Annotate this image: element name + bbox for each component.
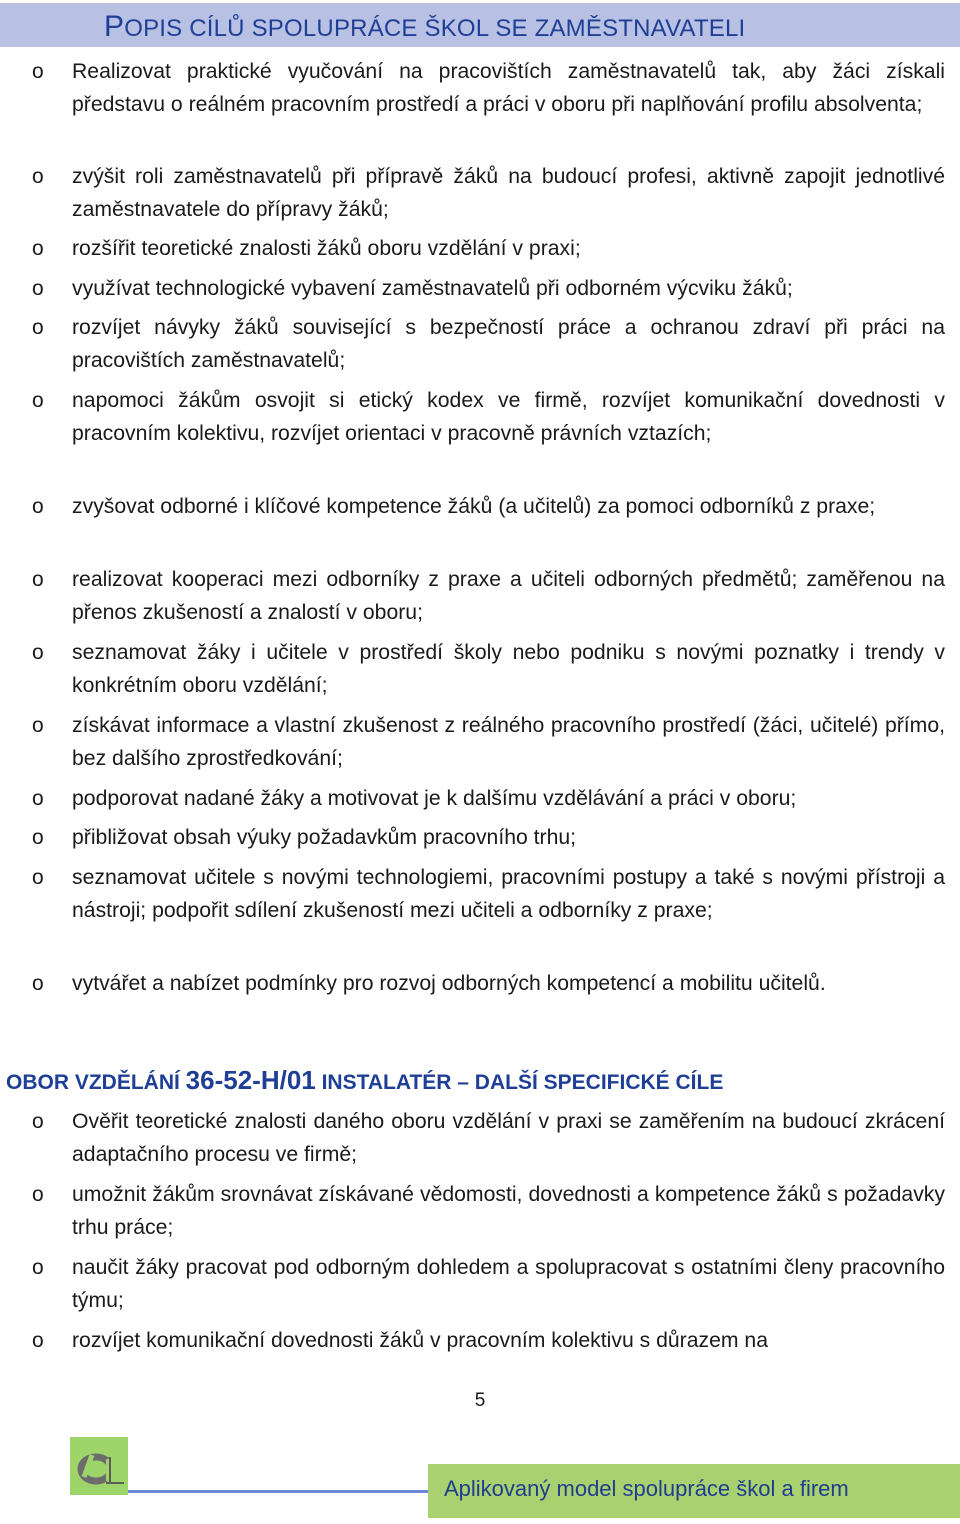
list-item-text: zvýšit roli zaměstnavatelů při přípravě žáků na budoucí profesi, aktivně zapojit jednotlivé zaměstnavatele do přípravy žáků; (72, 165, 945, 221)
list-item-text: seznamovat žáky i učitele v prostředí školy nebo podniku s novými poznatky i trendy v konkrétním oboru vzdělání; (72, 641, 945, 697)
list-item (32, 1324, 945, 1357)
list-item (32, 384, 945, 450)
list-item-text: umožnit žákům srovnávat získávané vědomosti, dovednosti a kompetence žáků s požadavky trhu práce; (72, 1183, 945, 1239)
page-title (104, 10, 745, 44)
bullet-icon: o (32, 1256, 44, 1279)
footer-strip (128, 1490, 428, 1493)
footer-banner-box (428, 1464, 960, 1518)
page-number: 5 (474, 1390, 486, 1411)
list-item (32, 1251, 945, 1317)
list-item (32, 1178, 945, 1244)
bullet-icon: o (32, 277, 44, 300)
list-item-text: realizovat kooperaci mezi odborníky z praxe a učiteli odborných předmětů; zaměřenou na přenos zkušeností a znalostí v oboru; (72, 568, 945, 624)
list-item-text: Ověřit teoretické znalosti daného oboru vzdělání v praxi se zaměřením na budoucí zkrácení adaptačního procesu ve firmě; (72, 1110, 945, 1166)
list-item (32, 490, 945, 523)
list-item (32, 55, 945, 121)
footer-banner-text: Aplikovaný model spolupráce škol a firem (444, 1476, 849, 1501)
bullet-icon: o (32, 1183, 44, 1206)
bullet-icon: o (32, 826, 44, 849)
list-item (32, 636, 945, 702)
bullet-icon: o (32, 714, 44, 737)
section-heading-prefix: OBOR VZDĚLÁNÍ (6, 1071, 186, 1094)
bullet-icon: o (32, 165, 44, 188)
bullet-icon: o (32, 389, 44, 412)
footer-banner (128, 1464, 960, 1518)
list-item (32, 232, 945, 265)
list-item (32, 563, 945, 629)
list-item (32, 709, 945, 775)
page-title-rest: OPIS CÍLŮ SPOLUPRÁCE ŠKOL SE ZAMĚSTNAVATELI (124, 15, 746, 42)
bullet-icon: o (32, 1329, 44, 1352)
list-item-text: využívat technologické vybavení zaměstnavatelů při odborném výcviku žáků; (72, 277, 793, 300)
bullet-icon: o (32, 787, 44, 810)
list-item (32, 821, 945, 854)
list-item-text: naučit žáky pracovat pod odborným dohledem a spolupracovat s ostatními členy pracovního týmu; (72, 1256, 945, 1312)
bullet-icon: o (32, 568, 44, 591)
bullet-icon: o (32, 495, 44, 518)
list-item-text: vytvářet a nabízet podmínky pro rozvoj odborných kompetencí a mobilitu učitelů. (72, 972, 826, 995)
section-heading (6, 1062, 723, 1101)
list-item-text: Realizovat praktické vyučování na pracovištích zaměstnavatelů tak, aby žáci získali představu o reálném pracovním prostředí a práci v oboru při naplňování profilu absolventa; (72, 60, 945, 116)
logo-mark-icon (70, 1437, 128, 1495)
bullet-icon: o (32, 866, 44, 889)
list-item (32, 967, 945, 1000)
bullet-icon: o (32, 1110, 44, 1133)
list-item (32, 272, 945, 305)
section-heading-name: INSTALATÉR – DALŠÍ SPECIFICKÉ CÍLE (315, 1071, 724, 1094)
list-item (32, 782, 945, 815)
list-item-text: seznamovat učitele s novými technologiemi, pracovními postupy a také s novými přístroji a nástroji; podpořit sdílení zkušeností mezi učiteli a odborníky z praxe; (72, 866, 945, 922)
list-item-text: podporovat nadané žáky a motivovat je k dalšímu vzdělávání a práci v oboru; (72, 787, 797, 810)
bullet-icon: o (32, 972, 44, 995)
list-item-text: rozvíjet návyky žáků související s bezpečností práce a ochranou zdraví při práci na pracovištích zaměstnavatelů; (72, 316, 945, 372)
section-heading-code: 36-52-H/01 (185, 1065, 316, 1095)
list-item-text: zvyšovat odborné i klíčové kompetence žáků (a učitelů) za pomoci odborníků z praxe; (72, 495, 876, 518)
title-bar (0, 3, 960, 47)
list-item-text: napomoci žákům osvojit si etický kodex ve firmě, rozvíjet komunikační dovednosti v pracovním kolektivu, rozvíjet orientaci v pracovně právních vztazích; (72, 389, 945, 445)
list-item (32, 160, 945, 226)
bullet-icon: o (32, 60, 44, 83)
list-item-text: rozvíjet komunikační dovednosti žáků v pracovním kolektivu s důrazem na (72, 1329, 768, 1352)
page-title-initial: P (104, 10, 125, 43)
logo (70, 1437, 128, 1495)
list-item-text: přibližovat obsah výuky požadavkům pracovního trhu; (72, 826, 577, 849)
bullet-icon: o (32, 237, 44, 260)
bullet-icon: o (32, 641, 44, 664)
list-item-text: získávat informace a vlastní zkušenost z reálného pracovního prostředí (žáci, učitelé) přímo, bez dalšího zprostředkování; (72, 714, 945, 770)
bullet-icon: o (32, 316, 44, 339)
list-item (32, 311, 945, 377)
list-item-text: rozšířit teoretické znalosti žáků oboru vzdělání v praxi; (72, 237, 581, 260)
list-item (32, 861, 945, 927)
list-item (32, 1105, 945, 1171)
